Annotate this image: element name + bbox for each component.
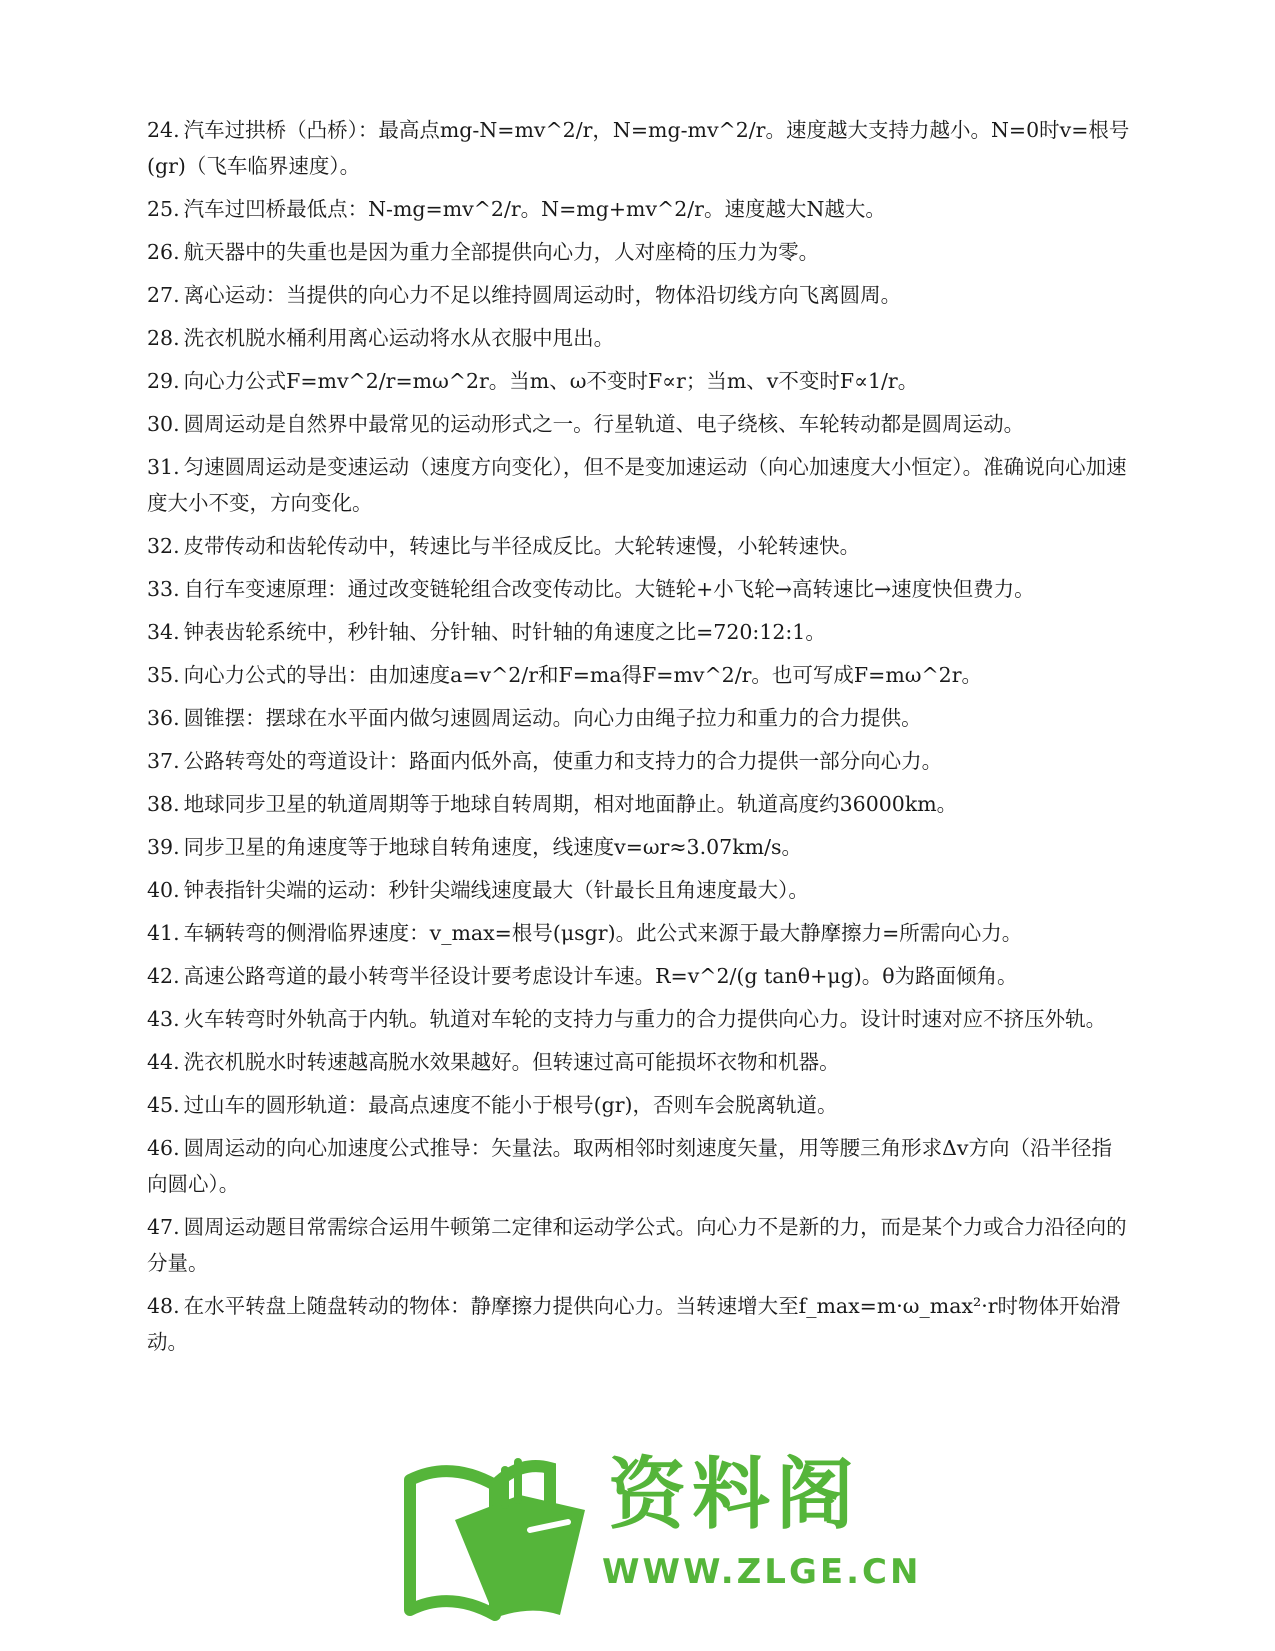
item-number: 34. (147, 620, 180, 644)
item-number: 33. (147, 577, 180, 601)
item-number: 39. (147, 835, 180, 859)
list-item (147, 1044, 1132, 1080)
item-text: 圆周运动的向心加速度公式推导：矢量法。取两相邻时刻速度矢量，用等腰三角形求Δv方向（沿半径指向圆心）。 (147, 1136, 1112, 1196)
item-text: 高速公路弯道的最小转弯半径设计要考虑设计车速。R=v^2/(g tanθ+μg)。θ为路面倾角。 (183, 964, 1018, 988)
item-number: 37. (147, 749, 180, 773)
item-text: 车辆转弯的侧滑临界速度：v_max=根号(μsgr)。此公式来源于最大静摩擦力=所需向心力。 (183, 921, 1023, 945)
item-text: 同步卫星的角速度等于地球自转角速度，线速度v=ωr≈3.07km/s。 (183, 835, 802, 859)
item-text: 离心运动：当提供的向心力不足以维持圆周运动时，物体沿切线方向飞离圆周。 (183, 283, 902, 307)
item-number: 32. (147, 534, 180, 558)
item-number: 48. (147, 1294, 180, 1318)
watermark-brand: 资料阁 (608, 1450, 861, 1540)
list-item (147, 657, 1132, 693)
item-text: 皮带传动和齿轮传动中，转速比与半径成反比。大轮转速慢，小轮转速快。 (183, 534, 861, 558)
list-item (147, 363, 1132, 399)
item-number: 47. (147, 1215, 180, 1239)
list-item (147, 1130, 1132, 1202)
item-text: 圆锥摆：摆球在水平面内做匀速圆周运动。向心力由绳子拉力和重力的合力提供。 (183, 706, 922, 730)
list-item (147, 528, 1132, 564)
list-item (147, 1288, 1132, 1360)
list-item (147, 786, 1132, 822)
list-item (147, 915, 1132, 951)
document-body (147, 112, 1132, 1367)
item-number: 24. (147, 118, 180, 142)
item-number: 25. (147, 197, 180, 221)
list-item (147, 1087, 1132, 1123)
item-text: 洗衣机脱水桶利用离心运动将水从衣服中甩出。 (183, 326, 615, 350)
list-item (147, 614, 1132, 650)
item-number: 38. (147, 792, 180, 816)
item-text: 洗衣机脱水时转速越高脱水效果越好。但转速过高可能损坏衣物和机器。 (183, 1050, 840, 1074)
item-text: 地球同步卫星的轨道周期等于地球自转周期，相对地面静止。轨道高度约36000km。 (183, 792, 958, 816)
item-text: 圆周运动题目常需综合运用牛顿第二定律和运动学公式。向心力不是新的力，而是某个力或合力沿径向的分量。 (147, 1215, 1127, 1275)
item-text: 钟表指针尖端的运动：秒针尖端线速度最大（针最长且角速度最大）。 (183, 878, 809, 902)
list-item (147, 958, 1132, 994)
list-item (147, 191, 1132, 227)
item-number: 30. (147, 412, 180, 436)
item-text: 匀速圆周运动是变速运动（速度方向变化），但不是变加速运动（向心加速度大小恒定）。准确说向心加速度大小不变，方向变化。 (147, 455, 1127, 515)
item-text: 钟表齿轮系统中，秒针轴、分针轴、时针轴的角速度之比=720:12:1。 (183, 620, 826, 644)
item-text: 自行车变速原理：通过改变链轮组合改变传动比。大链轮+小飞轮→高转速比→速度快但费力。 (183, 577, 1035, 601)
list-item (147, 872, 1132, 908)
item-text: 航天器中的失重也是因为重力全部提供向心力，人对座椅的压力为零。 (183, 240, 820, 264)
list-item (147, 277, 1132, 313)
list-item (147, 112, 1132, 184)
item-text: 向心力公式F=mv^2/r=mω^2r。当m、ω不变时F∝r；当m、v不变时F∝1/r。 (183, 369, 919, 393)
item-text: 公路转弯处的弯道设计：路面内低外高，使重力和支持力的合力提供一部分向心力。 (183, 749, 943, 773)
item-number: 28. (147, 326, 180, 350)
item-number: 29. (147, 369, 180, 393)
list-item (147, 829, 1132, 865)
list-item (147, 320, 1132, 356)
item-text: 过山车的圆形轨道：最高点速度不能小于根号(gr)，否则车会脱离轨道。 (183, 1093, 838, 1117)
item-number: 27. (147, 283, 180, 307)
item-text: 汽车过凹桥最低点：N-mg=mv^2/r。N=mg+mv^2/r。速度越大N越大。 (183, 197, 886, 221)
item-number: 40. (147, 878, 180, 902)
list-item (147, 571, 1132, 607)
item-number: 35. (147, 663, 180, 687)
item-number: 43. (147, 1007, 180, 1031)
open-book-logo-icon (400, 1440, 600, 1630)
item-number: 36. (147, 706, 180, 730)
item-text: 在水平转盘上随盘转动的物体：静摩擦力提供向心力。当转速增大至f_max=m·ω_max²·r时物体开始滑动。 (147, 1294, 1121, 1354)
item-number: 46. (147, 1136, 180, 1160)
item-text: 火车转弯时外轨高于内轨。轨道对车轮的支持力与重力的合力提供向心力。设计时速对应不挤压外轨。 (183, 1007, 1107, 1031)
list-item (147, 449, 1132, 521)
item-number: 45. (147, 1093, 180, 1117)
list-item (147, 1209, 1132, 1281)
list-item (147, 1001, 1132, 1037)
item-text: 圆周运动是自然界中最常见的运动形式之一。行星轨道、电子绕核、车轮转动都是圆周运动。 (183, 412, 1025, 436)
item-text: 向心力公式的导出：由加速度a=v^2/r和F=ma得F=mv^2/r。也可写成F=mω^2r。 (183, 663, 982, 687)
list-item (147, 234, 1132, 270)
item-text: 汽车过拱桥（凸桥）：最高点mg-N=mv^2/r，N=mg-mv^2/r。速度越大支持力越小。N=0时v=根号(gr)（飞车临界速度）。 (147, 118, 1130, 178)
item-number: 42. (147, 964, 180, 988)
item-number: 44. (147, 1050, 180, 1074)
list-item (147, 743, 1132, 779)
list-item (147, 700, 1132, 736)
item-number: 41. (147, 921, 180, 945)
list-item (147, 406, 1132, 442)
watermark (400, 1440, 922, 1640)
item-number: 26. (147, 240, 180, 264)
item-number: 31. (147, 455, 180, 479)
watermark-url: WWW.ZLGE.CN (602, 1552, 922, 1592)
